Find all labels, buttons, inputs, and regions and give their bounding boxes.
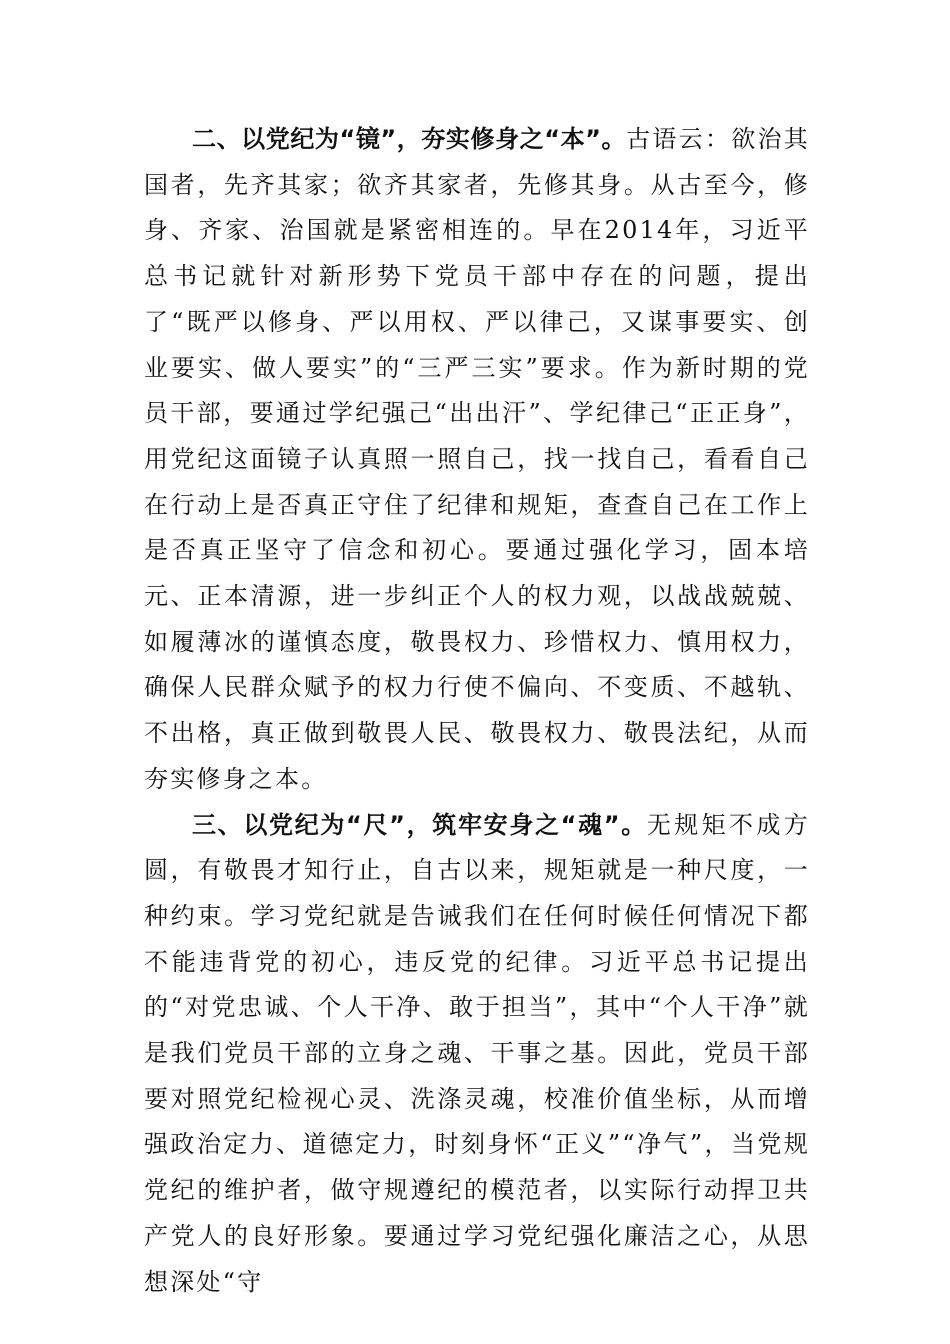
section-heading: 二、以党纪为“镜”，夯实修身之“本”。: [192, 125, 627, 153]
section-heading: 三、以党纪为“尺”，筑牢安身之“魂”。: [192, 810, 647, 839]
paragraph-text: 古语云：欲治其国者，先齐其家；欲齐其家者，先修其身。从古至今，修身、齐家、治国就是紧密相连的。早在2014年，习近平总书记就针对新形势下党员干部中存在的问题，提出了“既严以修身、严以用权、严以律己，又谋事要实、创业要实、做人要实”的“三严三实”要求。作为新时期的党员干部，要通过学纪强己“出出汗”、学纪律己“正正身”，用党纪这面镜子认真照一照自己，找一找自己，看看自己在行动上是否真正守住了纪律和规矩，查查自己在工作上是否真正坚守了信念和初心。要通过强化学习，固本培元、正本清源，进一步纠正个人的权力观，以战战兢兢、如履薄冰的谨慎态度，敬畏权力、珍惜权力、慎用权力，确保人民群众赋予的权力行使不偏向、不变质、不越轨、不出格，真正做到敬畏人民、敬畏权力、敬畏法纪，从而夯实修身之本。: [144, 125, 811, 793]
document-body: [144, 117, 810, 1305]
paragraph-section-3: [144, 803, 810, 1306]
paragraph-text: 无规矩不成方圆，有敬畏才知行止，自古以来，规矩就是一种尺度，一种约束。学习党纪就是告诫我们在任何时候任何情况下都不能违背党的初心，违反党的纪律。习近平总书记提出的“对党忠诚、个人干净、敢于担当”，其中“个人干净”就是我们党员干部的立身之魂、干事之基。因此，党员干部要对照党纪检视心灵、洗涤灵魂，校准价值坐标，从而增强政治定力、道德定力，时刻身怀“正义”“净气”，当党规党纪的维护者，做守规遵纪的模范者，以实际行动捍卫共产党人的良好形象。要通过学习党纪强化廉洁之心，从思想深处“守: [144, 810, 810, 1296]
paragraph-section-2: [144, 117, 810, 803]
